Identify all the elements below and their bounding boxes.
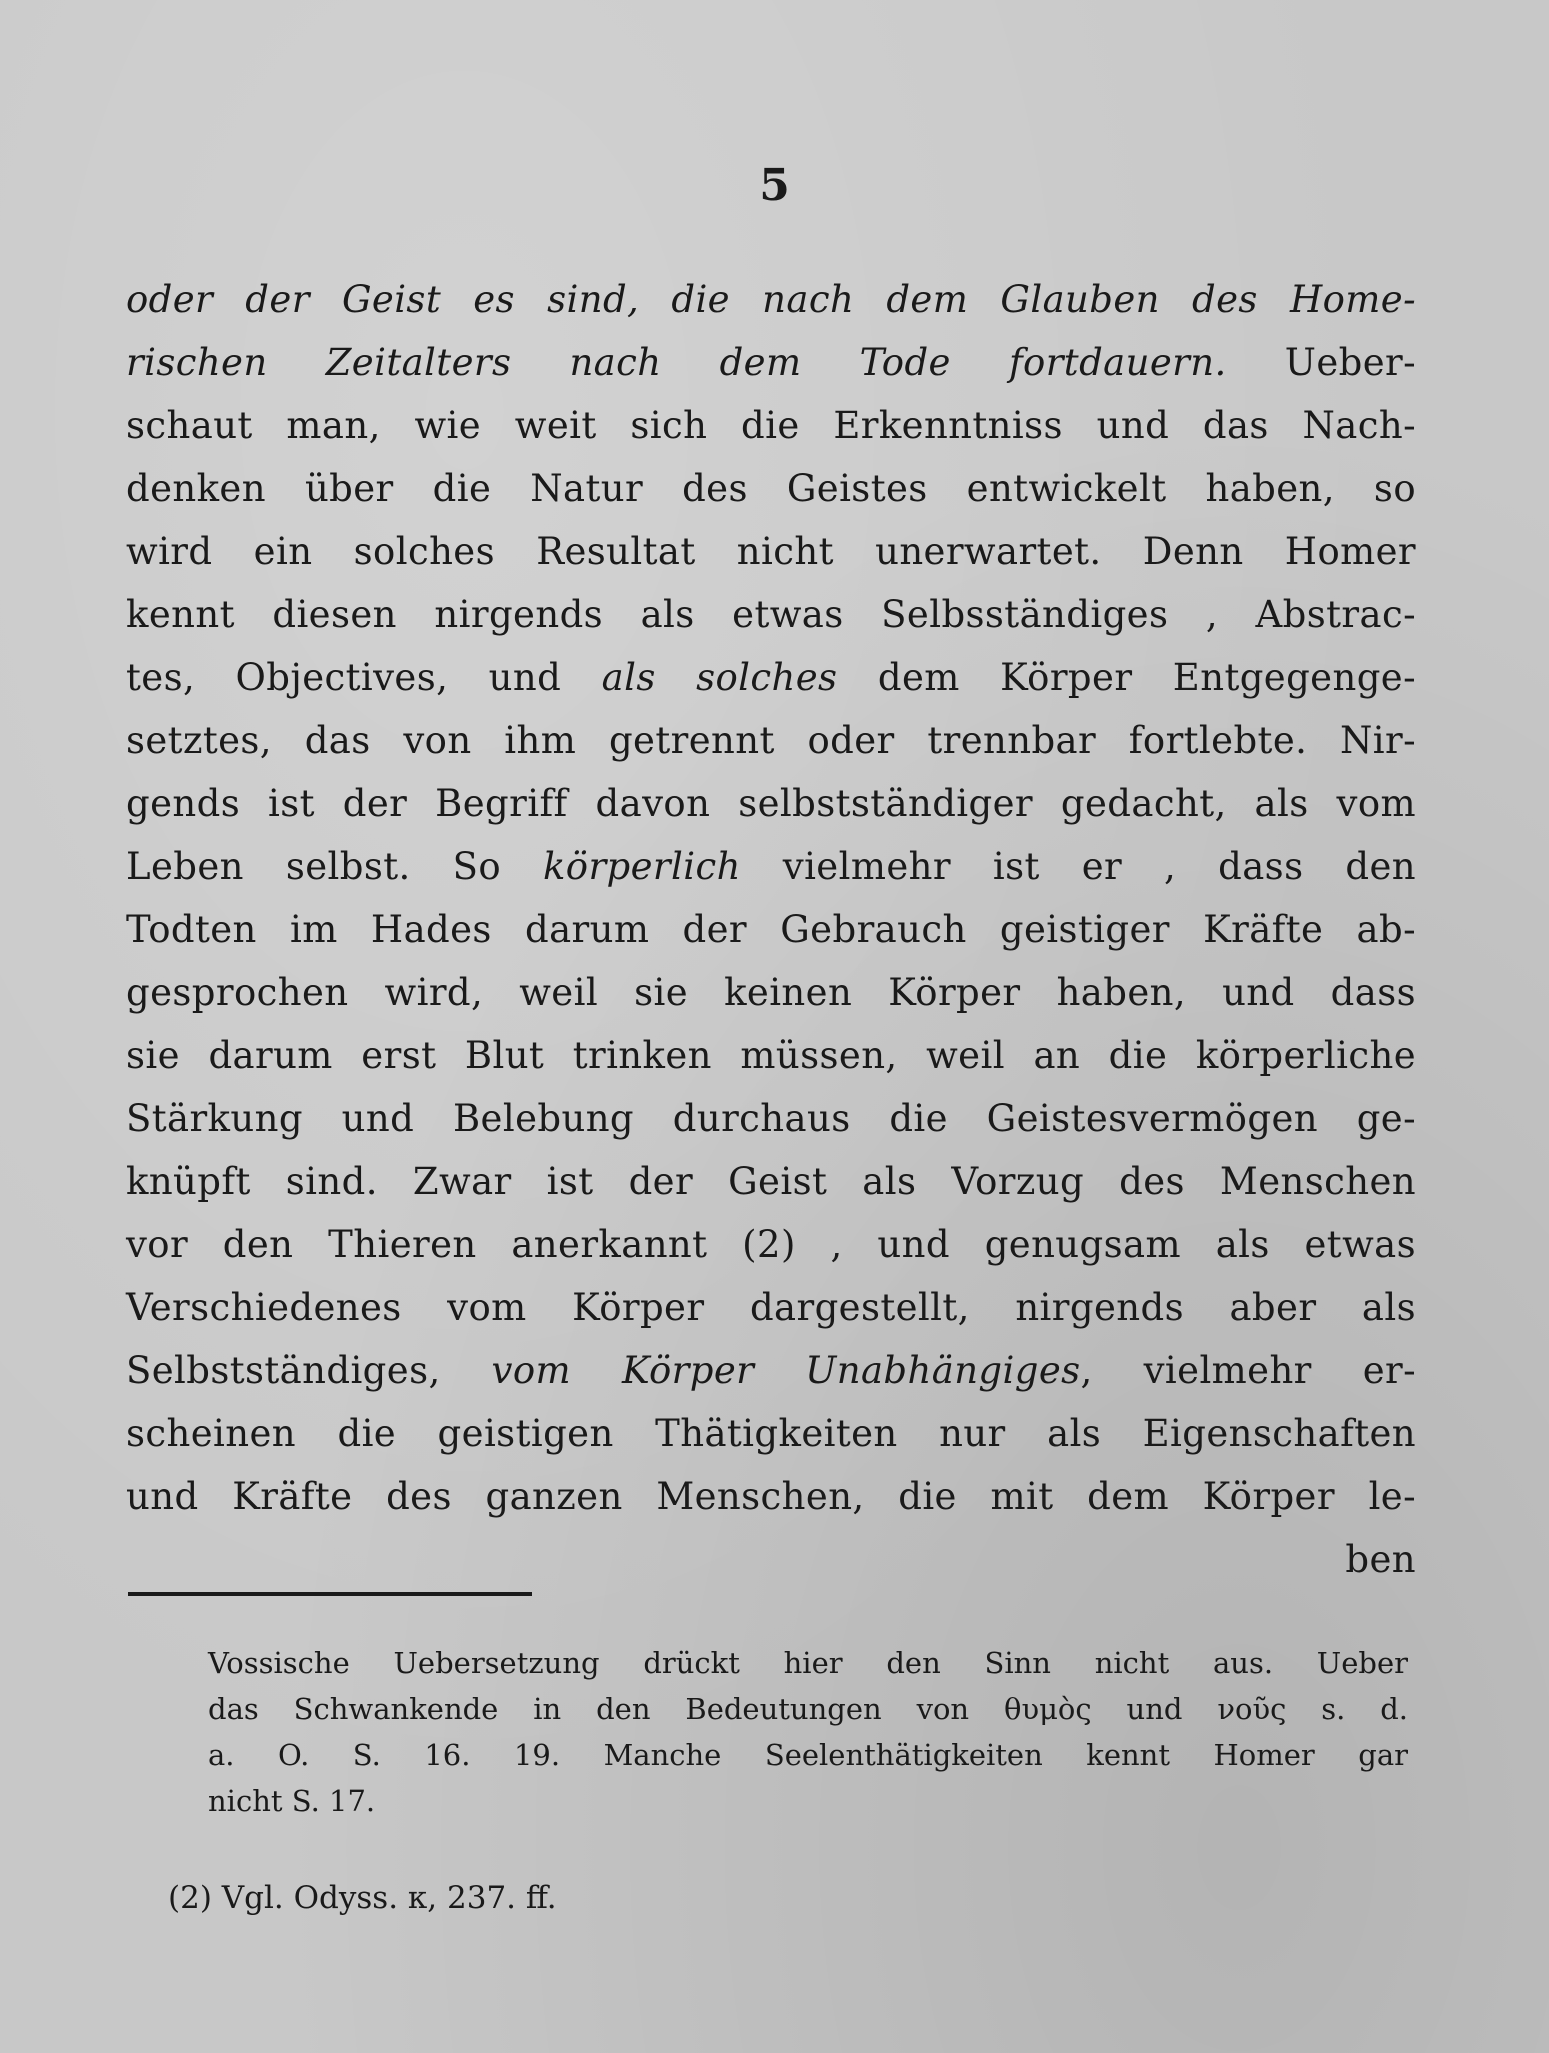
footnote-2: (2) Vgl. Odyss. κ, 237. ff. bbox=[168, 1880, 557, 1916]
text-line: und Kräfte des ganzen Menschen, die mit dem Körper le- bbox=[126, 1475, 1416, 1518]
text-line: ben bbox=[1345, 1538, 1416, 1581]
text-line: Leben selbst. So körperlich vielmehr ist er , dass den bbox=[126, 845, 1417, 888]
main-text-block bbox=[126, 268, 1416, 1591]
footnote-separator bbox=[128, 1592, 532, 1596]
text-line: setztes, das von ihm getrennt oder trennbar fortlebte. Nir- bbox=[126, 719, 1416, 762]
text-line: tes, Objectives, und als solches dem Körper Entgegenge- bbox=[126, 656, 1416, 699]
page-number: 5 bbox=[759, 160, 790, 211]
footnote-line: a. O. S. 16. 19. Manche Seelenthätigkeiten kennt Homer gar bbox=[208, 1738, 1408, 1772]
text-line: gesprochen wird, weil sie keinen Körper haben, und dass bbox=[126, 971, 1416, 1014]
footnote-line: nicht S. 17. bbox=[208, 1784, 376, 1818]
text-line: Stärkung und Belebung durchaus die Geistesvermögen ge- bbox=[126, 1097, 1416, 1140]
text-line: denken über die Natur des Geistes entwickelt haben, so bbox=[126, 467, 1416, 510]
text-line: Selbstständiges, vom Körper Unabhängiges, vielmehr er- bbox=[126, 1349, 1416, 1392]
text-line: wird ein solches Resultat nicht unerwartet. Denn Homer bbox=[126, 530, 1416, 573]
text-line: Verschiedenes vom Körper dargestellt, nirgends aber als bbox=[126, 1286, 1416, 1329]
text-line: kennt diesen nirgends als etwas Selbsständiges , Abstrac- bbox=[126, 593, 1416, 636]
footnote-line: Vossische Uebersetzung drückt hier den Sinn nicht aus. Ueber bbox=[208, 1646, 1408, 1680]
text-line: oder der Geist es sind, die nach dem Glauben des Home- bbox=[126, 278, 1416, 321]
text-line: gends ist der Begriff davon selbstständiger gedacht, als vom bbox=[126, 782, 1416, 825]
text-line: rischen Zeitalters nach dem Tode fortdauern. Ueber- bbox=[126, 341, 1416, 384]
text-line: Todten im Hades darum der Gebrauch geistiger Kräfte ab- bbox=[126, 908, 1416, 951]
text-line: scheinen die geistigen Thätigkeiten nur als Eigenschaften bbox=[126, 1412, 1416, 1455]
text-line: sie darum erst Blut trinken müssen, weil an die körperliche bbox=[126, 1034, 1416, 1077]
footnote-line: das Schwankende in den Bedeutungen von θυμὸς und νοῦς s. d. bbox=[208, 1692, 1408, 1726]
text-line: knüpft sind. Zwar ist der Geist als Vorzug des Menschen bbox=[126, 1160, 1416, 1203]
text-line: vor den Thieren anerkannt (2) , und genugsam als etwas bbox=[126, 1223, 1416, 1266]
text-line: schaut man, wie weit sich die Erkenntniss und das Nach- bbox=[126, 404, 1416, 447]
footnote-1 bbox=[208, 1640, 1408, 1824]
